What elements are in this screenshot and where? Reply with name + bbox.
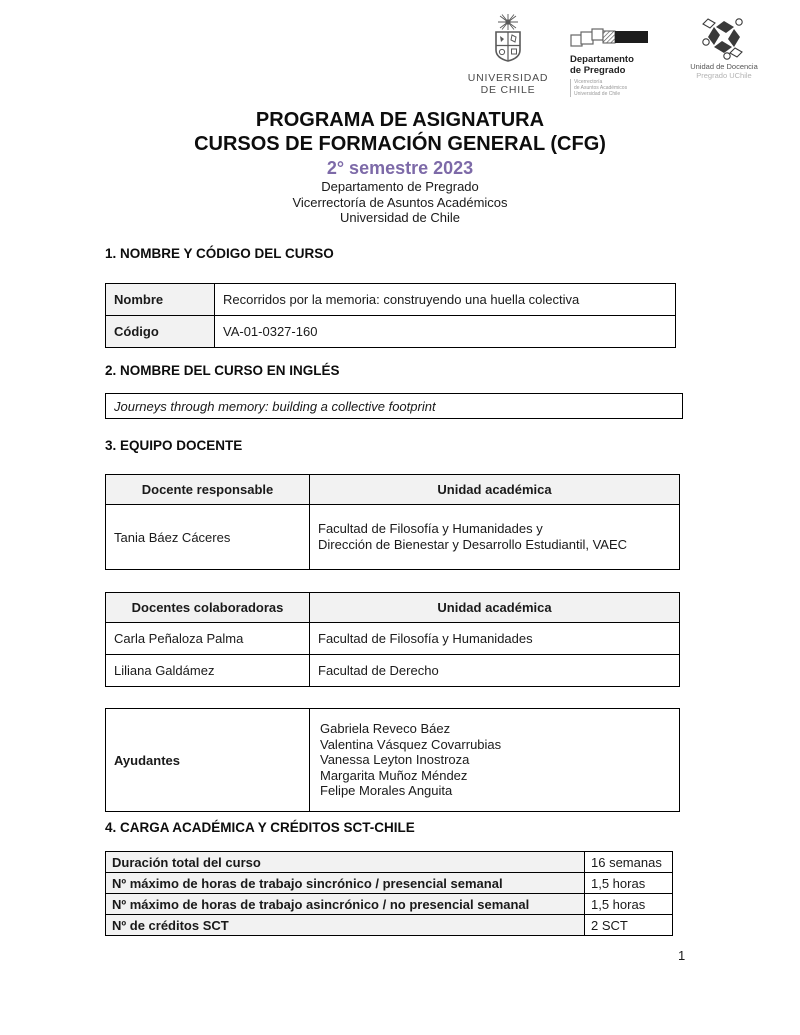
unidad-docencia-logo (678, 16, 770, 80)
pregrado-title-line1: Departamento (570, 54, 634, 65)
unit-line: Facultad de Filosofía y Humanidades y (318, 521, 543, 536)
document-title-line2: CURSOS DE FORMACIÓN GENERAL (CFG) (194, 133, 606, 155)
uchile-logo-line1: UNIVERSIDAD (467, 72, 549, 84)
docencia-logo-line2: Pregrado UChile (696, 70, 752, 80)
nombre-label-cell: Nombre (106, 284, 215, 316)
docente-responsable-header: Docente responsable (106, 475, 310, 505)
docentes-colaboradoras-header: Docentes colaboradoras (106, 593, 310, 623)
pregrado-sub-line3: Universidad de Chile (574, 91, 621, 97)
table-row (106, 709, 680, 812)
section4-heading: 4. CARGA ACADÉMICA Y CRÉDITOS SCT-CHILE (105, 820, 415, 835)
universidad-de-chile-logo (452, 14, 564, 96)
ayudante-name: Valentina Vásquez Covarrubias (320, 736, 502, 752)
colaboradora-unit-cell: Facultad de Derecho (310, 655, 680, 687)
unidad-academica-header: Unidad académica (310, 593, 680, 623)
colaboradora-name-cell: Liliana Galdámez (106, 655, 310, 687)
table-row (106, 505, 680, 570)
pregrado-logo-title (570, 55, 666, 76)
table-row (106, 623, 680, 655)
pregrado-logo-subtext (570, 79, 666, 97)
creditos-value-cell: 2 SCT (585, 915, 673, 936)
unit-line: Dirección de Bienestar y Desarrollo Estudiantil, VAEC (318, 537, 628, 552)
docencia-logo-line1: Unidad de Docencia (690, 62, 758, 71)
docente-unit-cell (310, 505, 680, 570)
colaboradora-unit-cell: Facultad de Filosofía y Humanidades (310, 623, 680, 655)
table-row (106, 852, 673, 873)
table-header-row (106, 475, 680, 505)
codigo-label-cell: Código (106, 316, 215, 348)
course-name-code-table (105, 283, 676, 348)
subtitle-universidad: Universidad de Chile (340, 210, 460, 225)
horas-asincronico-label-cell: Nº máximo de horas de trabajo asincrónico / no presencial semanal (106, 894, 585, 915)
ayudante-name: Gabriela Reveco Báez (320, 721, 451, 737)
docente-name-cell: Tania Báez Cáceres (106, 505, 310, 570)
english-name-box: Journeys through memory: building a collective footprint (105, 393, 683, 419)
pregrado-sub-line2: de Asuntos Académicos (574, 85, 628, 91)
docente-responsable-table (105, 474, 680, 570)
table-row (106, 316, 676, 348)
document-title-line1: PROGRAMA DE ASIGNATURA (255, 109, 545, 131)
codigo-value-cell: VA-01-0327-160 (215, 316, 676, 348)
horas-asincronico-value-cell: 1,5 horas (585, 894, 673, 915)
uchile-logo-text (452, 72, 564, 96)
pregrado-title-line2: de Pregrado (570, 64, 626, 76)
ayudantes-table (105, 708, 680, 812)
subtitle-departamento: Departamento de Pregrado (321, 179, 479, 194)
ayudante-name: Felipe Morales Anguita (320, 783, 453, 799)
table-header-row (106, 593, 680, 623)
unidad-academica-header: Unidad académica (310, 475, 680, 505)
uchile-crest-icon (487, 14, 529, 70)
section2-heading: 2. NOMBRE DEL CURSO EN INGLÉS (105, 363, 340, 378)
docencia-pinwheel-icon (701, 16, 747, 60)
table-row (106, 873, 673, 894)
header-logos (452, 14, 770, 97)
title-block (0, 108, 800, 226)
table-row (106, 915, 673, 936)
creditos-label-cell: Nº de créditos SCT (106, 915, 585, 936)
pregrado-squares-icon (570, 28, 650, 47)
uchile-logo-line2: DE CHILE (480, 84, 536, 96)
horas-sincronico-label-cell: Nº máximo de horas de trabajo sincrónico / presencial semanal (106, 873, 585, 894)
section3-heading: 3. EQUIPO DOCENTE (105, 438, 243, 453)
subtitle-vicerrectoria: Vicerrectoría de Asuntos Académicos (292, 194, 508, 210)
duracion-value-cell: 16 semanas (585, 852, 673, 873)
ayudante-name: Margarita Muñoz Méndez (320, 767, 468, 783)
section1-heading: 1. NOMBRE Y CÓDIGO DEL CURSO (105, 246, 334, 261)
page-number: 1 (678, 948, 686, 963)
colaboradora-name-cell: Carla Peñaloza Palma (106, 623, 310, 655)
ayudantes-label-cell: Ayudantes (106, 709, 310, 812)
nombre-value-cell: Recorridos por la memoria: construyendo una huella colectiva (215, 284, 676, 316)
table-row (106, 284, 676, 316)
semester-label: 2° semestre 2023 (326, 158, 474, 178)
departamento-pregrado-logo (570, 28, 666, 97)
ayudantes-names-cell (310, 709, 680, 812)
table-row (106, 655, 680, 687)
docentes-colaboradoras-table (105, 592, 680, 687)
duracion-label-cell: Duración total del curso (106, 852, 585, 873)
ayudante-name: Vanessa Leyton Inostroza (320, 752, 470, 768)
pregrado-sub-line1: Vicerrectoría (574, 79, 603, 85)
table-row (106, 894, 673, 915)
carga-academica-table (105, 851, 673, 936)
horas-sincronico-value-cell: 1,5 horas (585, 873, 673, 894)
